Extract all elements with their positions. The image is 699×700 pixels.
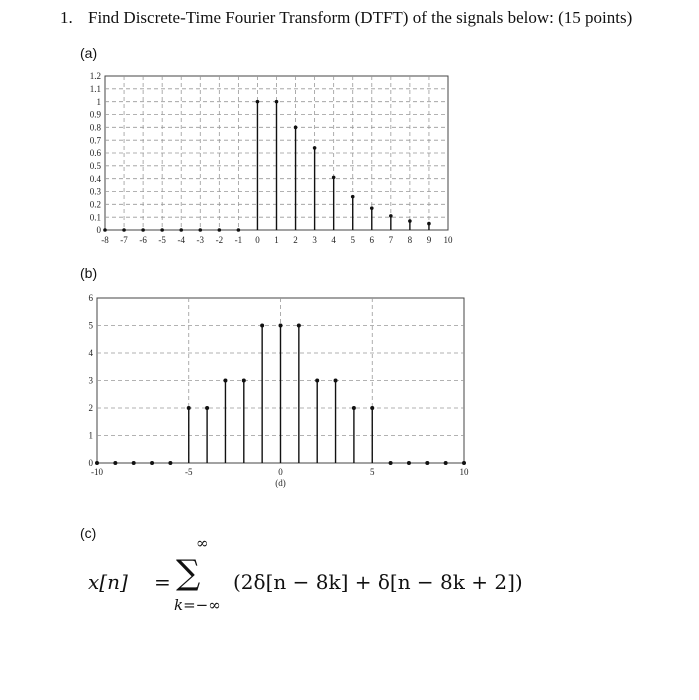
signal-b-x-tick-label: -10 (91, 467, 103, 477)
signal-a-point (218, 228, 222, 232)
signal-b-point (132, 461, 136, 465)
signal-a-y-tick-label: 0.7 (89, 135, 101, 146)
part-c-label: (c) (80, 525, 97, 541)
signal-b-point (315, 379, 319, 383)
signal-a-y-tick-label: 0.8 (89, 122, 101, 133)
signal-a-point (179, 228, 183, 232)
signal-b-x-tick-label: 10 (459, 467, 469, 477)
signal-a-y-tick-label: 0.5 (89, 160, 101, 171)
signal-b-y-tick-label: 5 (88, 320, 93, 331)
signal-b-point (279, 324, 283, 328)
signal-a-x-tick-label: 5 (350, 235, 355, 245)
signal-b-point (462, 461, 466, 465)
signal-a-point (389, 214, 393, 218)
signal-a-y-tick-label: 0.3 (89, 186, 101, 197)
signal-a-point (408, 219, 412, 223)
signal-b-x-axis-label: (d) (275, 478, 286, 488)
signal-a-point (294, 126, 298, 130)
signal-a-y-tick-label: 1.2 (89, 71, 101, 82)
signal-a-x-tick-label: -6 (139, 235, 147, 245)
signal-b-x-tick-label: 0 (278, 467, 283, 477)
chart-b (89, 293, 470, 488)
signal-a-y-tick-label: 1 (96, 96, 101, 107)
part-b-label: (b) (80, 265, 98, 281)
signal-b-point (95, 461, 99, 465)
signal-b-point (113, 461, 117, 465)
signal-a-x-tick-label: 6 (369, 235, 375, 245)
signal-a-x-tick-label: -3 (196, 235, 205, 245)
signal-a-point (256, 100, 260, 104)
signal-a-x-tick-label: 7 (388, 235, 394, 245)
formula (88, 534, 608, 638)
signal-b-point (223, 379, 227, 383)
signal-a-x-tick-label: 8 (407, 235, 413, 245)
signal-a-y-tick-label: 0.1 (89, 212, 101, 223)
part-a-label: (a) (80, 45, 98, 61)
signal-a-x-tick-label: -1 (234, 235, 243, 245)
signal-a-y-tick-label: 0.6 (89, 148, 101, 159)
signal-b-point (370, 406, 374, 410)
signal-b-y-tick-label: 6 (88, 293, 93, 304)
question-number: 1. (60, 8, 73, 27)
signal-b-point (444, 461, 448, 465)
signal-a-x-tick-label: 4 (331, 235, 336, 245)
signal-b-point (242, 379, 246, 383)
signal-a-x-tick-label: 9 (426, 235, 432, 245)
signal-b-point (260, 324, 264, 328)
sum-symbol: ∑ (176, 553, 201, 593)
signal-a-x-tick-label: 10 (443, 235, 453, 245)
formula-upper-limit: ∞ (196, 534, 209, 552)
signal-a-point (141, 228, 145, 232)
signal-b-point (187, 406, 191, 410)
signal-b-point (297, 324, 301, 328)
signal-b-point (150, 461, 154, 465)
signal-a-y-tick-label: 0 (96, 225, 101, 236)
signal-a-y-tick-label: 0.9 (89, 109, 101, 120)
signal-b-point (168, 461, 172, 465)
signal-a-point (332, 176, 336, 180)
signal-b-x-tick-label: -5 (185, 467, 193, 477)
signal-a-x-tick-label: -4 (177, 235, 185, 245)
signal-b-point (205, 406, 209, 410)
signal-a-x-tick-label: -5 (158, 235, 166, 245)
signal-a-point (427, 222, 431, 226)
signal-a-x-tick-label: 3 (312, 235, 317, 245)
signal-b-y-tick-label: 4 (88, 348, 93, 359)
signal-a-point (198, 228, 202, 232)
signal-a-point (370, 206, 374, 210)
signal-b-point (407, 461, 411, 465)
signal-b-point (334, 379, 338, 383)
signal-b-point (425, 461, 429, 465)
signal-a-point (237, 228, 241, 232)
signal-a-point (275, 100, 279, 104)
signal-a-x-tick-label: -2 (215, 235, 224, 245)
signal-a-y-tick-label: 1.1 (89, 83, 101, 94)
signal-a-x-tick-label: 0 (255, 235, 260, 245)
signal-a-y-tick-label: 0.2 (89, 199, 101, 210)
formula-lhs: x[n] (88, 570, 128, 594)
signal-a-point (351, 195, 355, 199)
formula-rhs: (2δ[n − 8k] + δ[n − 8k + 2]) (233, 570, 523, 594)
formula-lower-limit: k=−∞ (174, 596, 221, 614)
signal-a-point (103, 228, 107, 232)
signal-b-point (389, 461, 393, 465)
signal-b-x-tick-label: 5 (370, 467, 375, 477)
signal-a-point (122, 228, 126, 232)
signal-b-point (352, 406, 356, 410)
chart-a (90, 71, 453, 245)
signal-a-x-tick-label: 1 (274, 235, 279, 245)
signal-a-point (313, 146, 317, 150)
signal-a-x-tick-label: 2 (293, 235, 298, 245)
signal-b-y-tick-label: 1 (88, 430, 93, 441)
question-text: Find Discrete-Time Fourier Transform (DTFT) of the signals below: (15 points) (88, 8, 633, 27)
signal-a-point (160, 228, 164, 232)
signal-b-y-tick-label: 3 (88, 375, 93, 386)
formula-equals: = (154, 570, 171, 594)
signal-a-x-tick-label: -8 (101, 235, 109, 245)
signal-b-y-tick-label: 2 (88, 403, 93, 414)
signal-a-x-tick-label: -7 (120, 235, 128, 245)
signal-a-y-tick-label: 0.4 (89, 173, 101, 184)
signal-b-y-tick-label: 0 (88, 458, 93, 469)
